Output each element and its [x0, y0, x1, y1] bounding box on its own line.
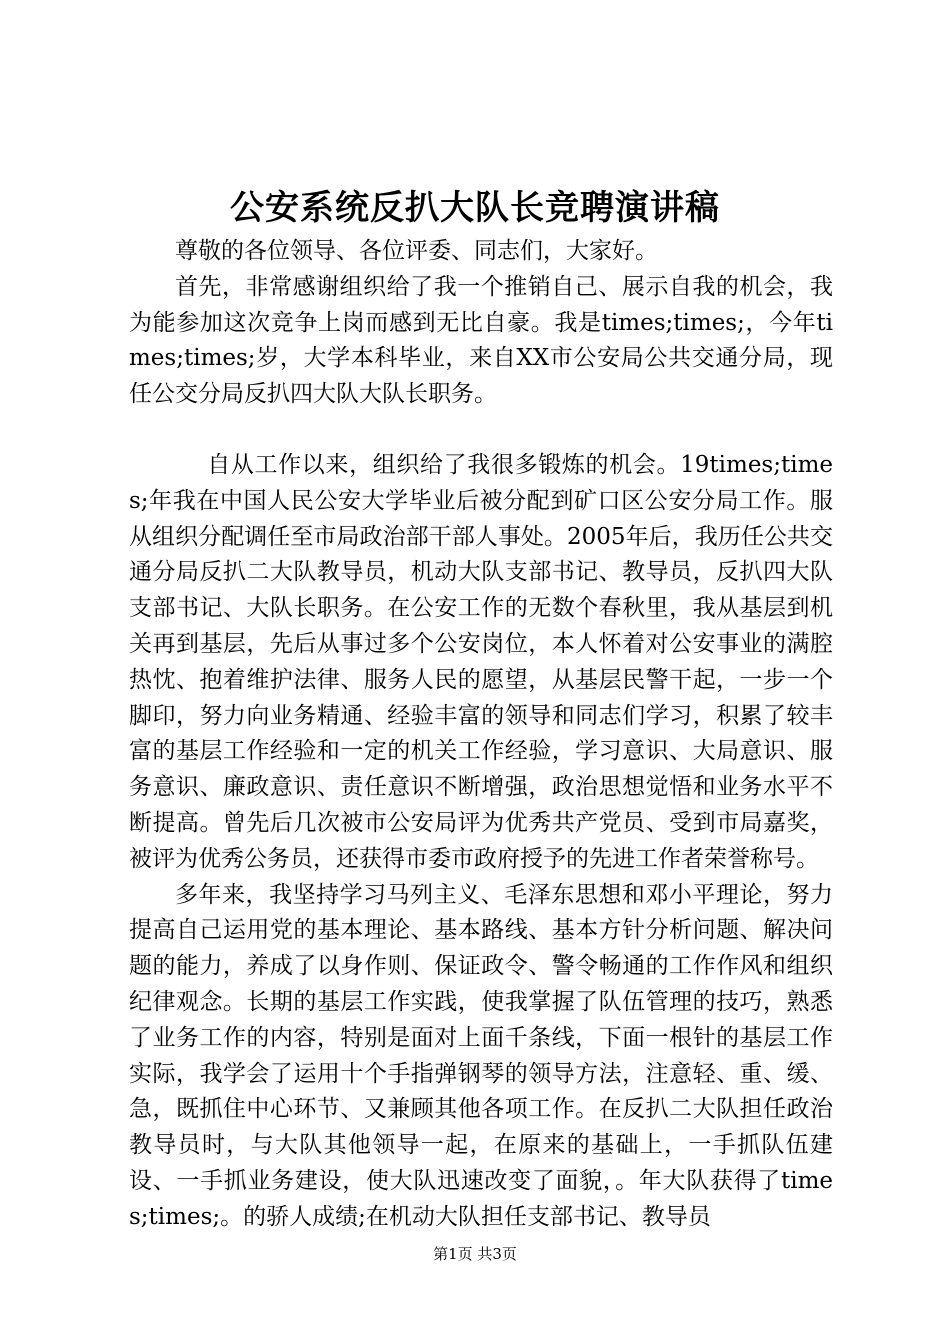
- paragraph-introduction: 首先，非常感谢组织给了我一个推销自己、展示自我的机会，我为能参加这次竞争上岗而感到无比自豪。我是times;times;，今年times;times;岁，大学本科毕业，来自XX市公安局公共交通分局，现任公交分局反扒四大队大队长职务。: [129, 273, 833, 408]
- paragraph-greeting: 尊敬的各位领导、各位评委、同志们，大家好。: [175, 238, 658, 264]
- document-body: [129, 234, 833, 1236]
- paragraph-work-history: 自从工作以来，组织给了我很多锻炼的机会。19times;times;年我在中国人民公安大学毕业后被分配到矿口区公安分局工作。服从组织分配调任至市局政治部干部人事处。2005年后，我历任公共交通分局反扒二大队教导员，机动大队支部书记、教导员，反扒四大队支部书记、大队长职务。在公安工作的无数个春秋里，我从基层到机关再到基层，先后从事过多个公安岗位，本人怀着对公安事业的满腔热忱、抱着维护法律、服务人民的愿望，从基层民警干起，一步一个脚印，努力向业务精通、经验丰富的领导和同志们学习，积累了较丰富的基层工作经验和一定的机关工作经验，学习意识、大局意识、服务意识、廉政意识、责任意识不断增强，政治思想觉悟和业务水平不断提高。曾先后几次被市公安局评为优秀共产党员、受到市局嘉奖，被评为优秀公务员，还获得市委市政府授予的先进工作者荣誉称号。: [129, 451, 833, 872]
- page-number-footer: 第1页 共3页: [433, 1245, 517, 1263]
- paragraph-study-and-practice: 多年来，我坚持学习马列主义、毛泽东思想和邓小平理论，努力提高自己运用党的基本理论、基本路线、基本方针分析问题、解决问题的能力，养成了以身作则、保证政令、警令畅通的工作作风和组织纪律观念。长期的基层工作实践，使我掌握了队伍管理的技巧，熟悉了业务工作的内容，特别是面对上面千条线，下面一根针的基层工作实际，我学会了运用十个手指弹钢琴的领导方法，注意轻、重、缓、急，既抓住中心环节、又兼顾其他各项工作。在反扒二大队担任政治教导员时，与大队其他领导一起，在原来的基础上，一手抓队伍建设、一手抓业务建设，使大队迅速改变了面貌，。年大队获得了times;times;。的骄人成绩;在机动大队担任支部书记、教导员: [129, 881, 833, 1230]
- document-title: 公安系统反扒大队长竞聘演讲稿: [230, 188, 720, 228]
